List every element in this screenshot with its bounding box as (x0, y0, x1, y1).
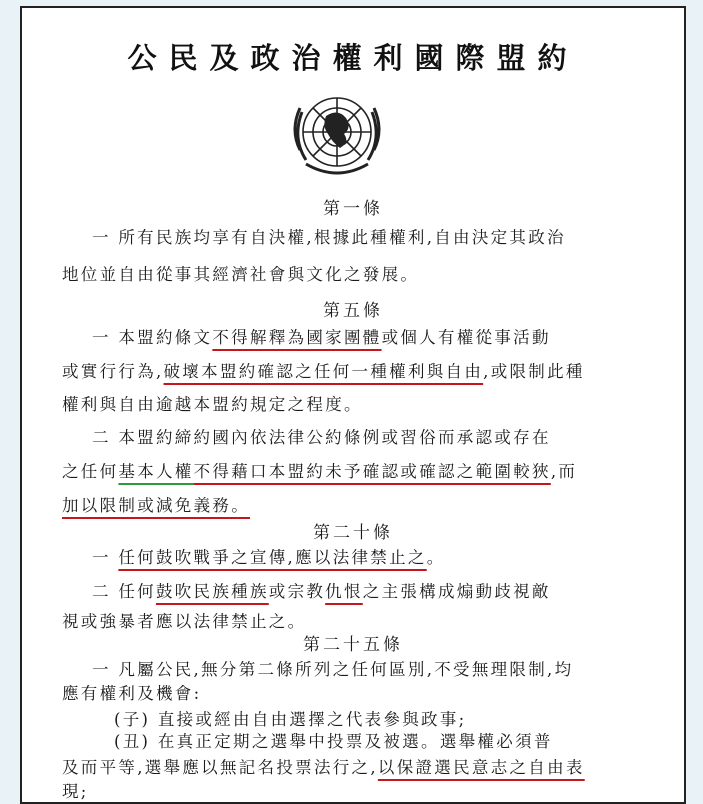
highlight-underline-green: 基本人權 (118, 462, 194, 481)
article-25-item-chou: (丑) 在真正定期之選舉中投票及被選。選舉權必須普 (114, 732, 553, 751)
article-1-heading: 第一條 (323, 199, 383, 219)
article-5-para-1-line-1 (92, 324, 551, 348)
article-25-item-zi: (子) 直接或經由自由選擇之代表參與政事; (114, 710, 467, 729)
article-1-line-2: 地位並自由從事其經濟社會與文化之發展。 (62, 265, 420, 284)
document-page (20, 6, 686, 804)
text-run: 及而平等,選舉應以無記名投票法行之, (62, 758, 378, 777)
article-5-heading: 第五條 (323, 301, 383, 321)
highlight-underline-red: 不得解釋為國家團體 (212, 328, 382, 347)
article-20-para-2-line-2: 視或強暴者應以法律禁止之。 (62, 612, 307, 631)
article-5-para-1-line-3: 權利與自由逾越本盟約規定之程度。 (62, 395, 363, 414)
article-20-para-1 (92, 544, 446, 568)
text-run: 或宗教 (268, 582, 326, 601)
article-5-para-2-line-1: 二 本盟約締約國內依法律公約條例或習俗而承認或存在 (92, 428, 551, 447)
article-1-line-1: 一 所有民族均享有自決權,根據此種權利,自由決定其政治 (92, 228, 566, 247)
article-5-para-2-line-3 (62, 492, 250, 516)
highlight-underline-red: 任何鼓吹戰爭之宣傳,應以法律禁止之 (118, 548, 427, 567)
text-run: 。 (426, 548, 446, 567)
article-5-para-2-line-2 (62, 458, 577, 482)
text-run: 一 本盟約條文 (92, 328, 213, 347)
highlight-underline-red: 破壞本盟約確認之任何一種權利與自由 (163, 362, 484, 381)
highlight-underline-red: 加以限制或減免義務。 (62, 496, 250, 515)
text-run: 一 (92, 548, 119, 567)
article-25-line-2: 應有權利及機會: (62, 684, 202, 703)
text-run: 之任何 (62, 462, 119, 481)
article-20-para-2-line-1 (92, 578, 551, 602)
document-title: 公民及政治權利國際盟約 (127, 41, 579, 75)
article-25-line-5 (62, 754, 585, 778)
highlight-underline-red: 以保證選民意志之自由表 (377, 758, 585, 777)
article-25-heading: 第二十五條 (303, 635, 403, 655)
text-run: 之主張構成煽動歧視敵 (362, 582, 551, 601)
article-20-heading: 第二十條 (313, 523, 393, 543)
text-run: 二 任何 (92, 582, 156, 601)
article-5-para-1-line-2 (62, 358, 585, 382)
highlight-underline-red: 不得藉口本盟約未予確認或確認之範圍較狹 (193, 462, 551, 481)
un-emblem-icon (282, 90, 392, 182)
article-25-line-6: 現; (62, 782, 89, 801)
text-run: ,或限制此種 (483, 362, 585, 381)
article-25-line-1: 一 凡屬公民,無分第二條所列之任何區別,不受無理限制,均 (92, 660, 574, 679)
text-run: 或個人有權從事活動 (381, 328, 551, 347)
text-run: 或實行行為, (62, 362, 164, 381)
highlight-underline-red: 鼓吹民族種族 (155, 582, 269, 601)
text-run: ,而 (550, 462, 578, 481)
highlight-underline-red: 仇恨 (325, 582, 363, 601)
